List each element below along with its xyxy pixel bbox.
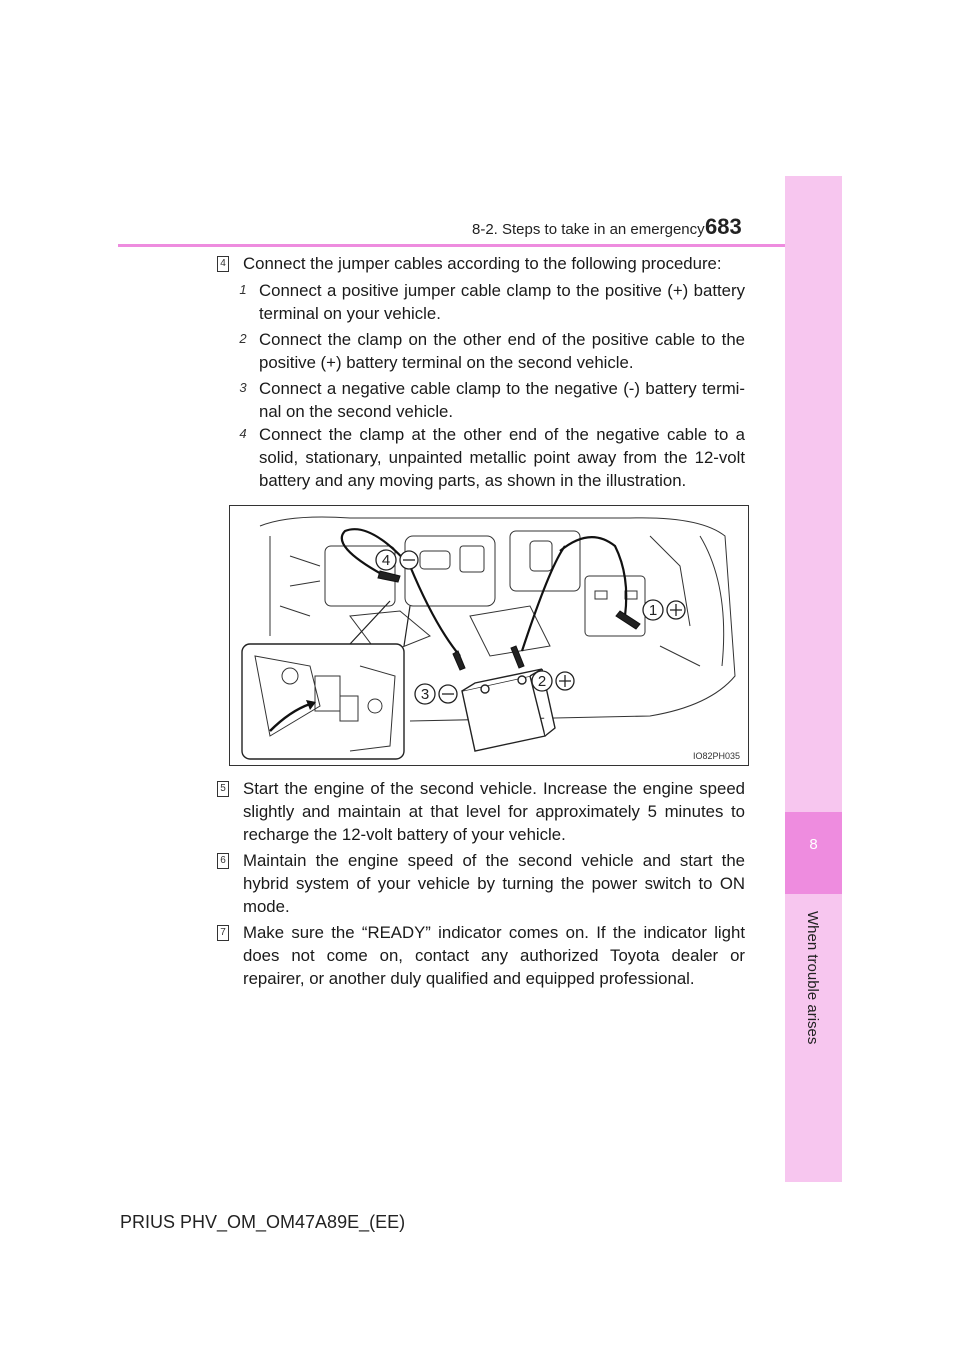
step-number-5: 5	[217, 781, 229, 797]
page-number: 683	[705, 214, 742, 239]
illustration-code: IO82PH035	[692, 751, 740, 761]
chapter-number: 8	[809, 836, 818, 853]
callout-2: 2	[537, 673, 547, 690]
header-rule	[118, 244, 785, 247]
callout-4: 4	[381, 552, 391, 569]
step-6-text: Maintain the engine speed of the second vehicle and start the hybrid system of your vehicle by turning the power switch to ON mode.	[243, 851, 745, 916]
chapter-title: When trouble arises	[804, 911, 821, 1045]
substep-number-3: 3	[239, 380, 247, 395]
step-5-text: Start the engine of the second vehicle. Increase the engine speed slightly and maintain at that level for approximately 5 minutes to recharge the 12-volt battery of your vehicle.	[243, 779, 745, 844]
substep-number-1: 1	[239, 282, 247, 297]
chapter-side-tab	[785, 176, 842, 1182]
step-number-6: 6	[217, 853, 229, 869]
jumper-cable-illustration	[229, 505, 749, 766]
substep-number-4: 4	[239, 426, 247, 441]
chapter-number-block	[785, 812, 842, 894]
step-7-text: Make sure the “READY” indicator comes on. If the indicator light does not come on, contact any authorized Toyota dealer or repairer, or another duly qualified and equipped professional.	[243, 923, 745, 988]
document-id: PRIUS PHV_OM_OM47A89E_(EE)	[120, 1212, 406, 1232]
step-number-4: 4	[217, 256, 229, 272]
substep-4-text: Connect the clamp at the other end of the negative cable to a solid, stationary, unpainted metallic point away from the 12-volt battery and any moving parts, as shown in the illustration.	[259, 425, 745, 490]
substep-1-text: Connect a positive jumper cable clamp to the positive (+) battery terminal on your vehicle.	[259, 281, 745, 323]
substep-3-text: Connect a negative cable clamp to the negative (-) battery termi-nal on the second vehicle.	[259, 379, 745, 421]
engine-bay-drawing	[230, 506, 749, 766]
section-title: 8-2. Steps to take in an emergency	[472, 221, 705, 238]
callout-1: 1	[648, 602, 658, 619]
substep-2-text: Connect the clamp on the other end of the positive cable to the positive (+) battery terminal on the second vehicle.	[259, 330, 745, 372]
step-4-text: Connect the jumper cables according to the following procedure:	[243, 254, 722, 273]
step-number-7: 7	[217, 925, 229, 941]
substep-number-2: 2	[239, 331, 247, 346]
callout-3: 3	[420, 686, 430, 703]
